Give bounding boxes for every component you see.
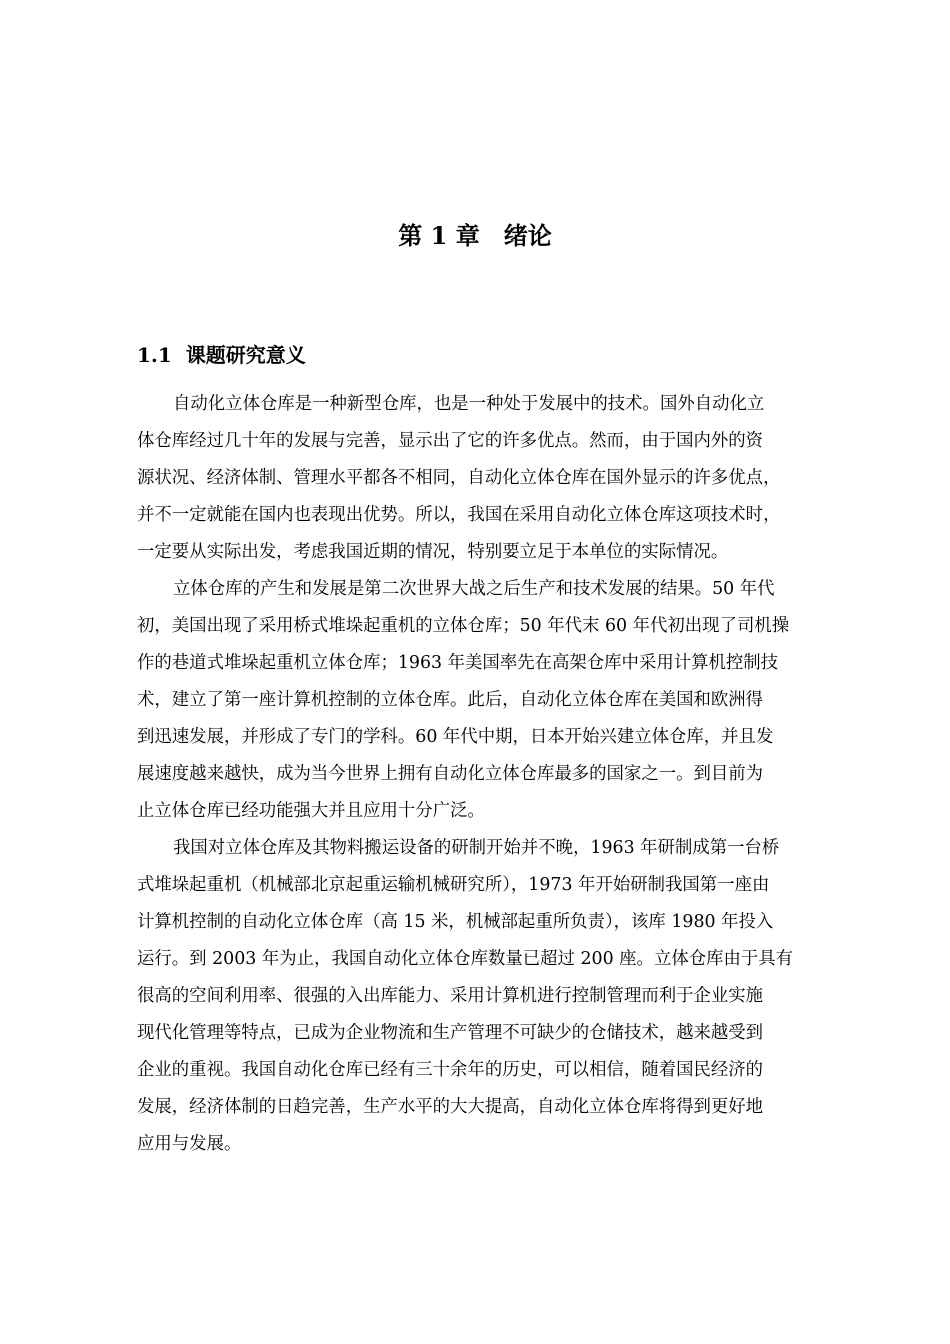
text-line: 立体仓库的产生和发展是第二次世界大战之后生产和技术发展的结果。50 年代: [173, 579, 775, 599]
paragraph-1: [137, 386, 840, 571]
text-line: 体仓库经过几十年的发展与完善，显示出了它的许多优点。然而，由于国内外的资: [137, 431, 764, 451]
text-line: 很高的空间利用率、很强的入出库能力、采用计算机进行控制管理而利于企业实施: [137, 986, 764, 1006]
paragraph-2: [137, 571, 840, 830]
text-line: 计算机控制的自动化立体仓库（高 15 米，机械部起重所负责），该库 1980 年投入: [137, 912, 774, 932]
text-line: 自动化立体仓库是一种新型仓库，也是一种处于发展中的技术。国外自动化立: [173, 394, 765, 414]
chapter-title: 第 1 章 绪论: [398, 221, 552, 250]
section-title: 1.1 课题研究意义: [137, 343, 306, 367]
text-line: 止立体仓库已经功能强大并且应用十分广泛。: [137, 801, 485, 821]
text-line: 运行。到 2003 年为止，我国自动化立体仓库数量已超过 200 座。立体仓库由于具有: [137, 949, 794, 969]
text-line: 展速度越来越快，成为当今世界上拥有自动化立体仓库最多的国家之一。到目前为: [137, 764, 764, 784]
text-line: 企业的重视。我国自动化仓库已经有三十余年的历史，可以相信，随着国民经济的: [137, 1060, 764, 1080]
text-line: 并不一定就能在国内也表现出优势。所以，我国在采用自动化立体仓库这项技术时，: [137, 505, 781, 525]
text-line: 作的巷道式堆垛起重机立体仓库；1963 年美国率先在高架仓库中采用计算机控制技: [137, 653, 779, 673]
text-line: 发展，经济体制的日趋完善，生产水平的大大提高，自动化立体仓库将得到更好地: [137, 1097, 764, 1117]
text-line: 式堆垛起重机（机械部北京起重运输机械研究所），1973 年开始研制我国第一座由: [137, 875, 770, 895]
text-line: 术，建立了第一座计算机控制的立体仓库。此后，自动化立体仓库在美国和欧洲得: [137, 690, 764, 710]
text-line: 我国对立体仓库及其物料搬运设备的研制开始并不晚，1963 年研制成第一台桥: [173, 838, 780, 858]
paragraph-3: [137, 830, 840, 1163]
text-line: 到迅速发展，并形成了专门的学科。60 年代中期，日本开始兴建立体仓库，并且发: [137, 727, 774, 747]
text-line: 初，美国出现了采用桥式堆垛起重机的立体仓库；50 年代末 60 年代初出现了司机操: [137, 616, 790, 636]
text-line: 现代化管理等特点，已成为企业物流和生产管理不可缺少的仓储技术，越来越受到: [137, 1023, 764, 1043]
text-line: 源状况、经济体制、管理水平都各不相同，自动化立体仓库在国外显示的许多优点，: [137, 468, 781, 488]
text-line: 应用与发展。: [137, 1134, 242, 1154]
text-line: 一定要从实际出发，考虑我国近期的情况，特别要立足于本单位的实际情况。: [137, 542, 729, 562]
